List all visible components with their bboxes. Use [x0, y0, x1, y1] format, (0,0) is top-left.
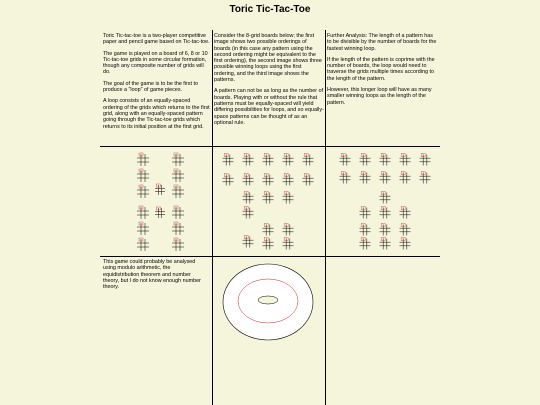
tic-tac-toe-grid	[360, 224, 371, 236]
tic-tac-toe-grid	[137, 238, 149, 251]
tic-tac-toe-grid	[420, 172, 431, 184]
tic-tac-toe-grid	[172, 206, 184, 219]
tic-tac-toe-grid	[303, 174, 314, 186]
tic-tac-toe-grid	[137, 169, 149, 182]
tic-tac-toe-grid	[380, 207, 391, 219]
tic-tac-toe-grid	[172, 222, 184, 235]
tic-tac-toe-grid	[263, 174, 274, 186]
tic-tac-toe-grid	[172, 169, 184, 182]
tic-tac-toe-grid	[223, 154, 234, 166]
tic-tac-toe-grid	[400, 238, 411, 250]
tic-tac-toe-grid	[340, 154, 351, 166]
conclusion-paragraph: This game could probably be analysed using modulo arithmetic, the equidistribution theorem and number theory, but I do not know enough number theory.	[103, 259, 201, 291]
tic-tac-toe-grid	[420, 154, 431, 166]
tic-tac-toe-grid	[137, 206, 149, 219]
tic-tac-toe-grid	[263, 154, 274, 166]
tic-tac-toe-grid	[380, 192, 391, 204]
tic-tac-toe-grid	[360, 154, 371, 166]
analysis-paragraph-1: Further Analysis: The length of a pattern has to be divisible by the number of boards for the fastest winning loop.	[327, 33, 437, 52]
tic-tac-toe-grid	[400, 207, 411, 219]
tic-tac-toe-grid	[360, 207, 371, 219]
tic-tac-toe-grid	[243, 236, 254, 248]
tic-tac-toe-grid	[263, 238, 274, 250]
tic-tac-toe-grid	[243, 192, 254, 204]
tic-tac-toe-grid	[172, 238, 184, 251]
tic-tac-toe-grid	[137, 153, 149, 166]
tic-tac-toe-grid	[380, 224, 391, 236]
tic-tac-toe-grid	[263, 192, 274, 204]
tic-tac-toe-grid	[400, 172, 411, 184]
tic-tac-toe-grid	[400, 224, 411, 236]
tic-tac-toe-grid	[340, 172, 351, 184]
tic-tac-toe-grid	[243, 154, 254, 166]
tic-tac-toe-grid	[283, 192, 294, 204]
intro-paragraph-3: The goal of the game is to be the first to produce a "loop" of game pieces.	[103, 80, 198, 94]
example-paragraph-1: Consider the 8-grid boards below; the first image shows two possible orderings of boards (in this case any pattern using the second ordering might be equivalent to the first ordering), the second image shows three possible winning loops using the first ordering, and the third image shows the patterns.	[214, 33, 322, 84]
tic-tac-toe-grid	[283, 174, 294, 186]
tic-tac-toe-grid	[243, 174, 254, 186]
tic-tac-toe-grid	[172, 153, 184, 166]
tic-tac-toe-grid	[380, 154, 391, 166]
intro-paragraph-2: The game is played on a board of 6, 8 or 10 Tic-tac-toe grids in some circular formation, though any composite number of grids will do.	[103, 50, 208, 76]
intro-paragraph-4: A loop consists of an equally-spaced ordering of the grids which returns to the first grid, along with an equally-spaced pattern going through the Tic-tac-toe grids which returns to its initial position at the first grid.	[103, 98, 210, 130]
tic-tac-toe-grid	[137, 222, 149, 235]
analysis-paragraph-3: However, this longer loop will have as many smaller winning loops as the length of the pattern.	[327, 87, 432, 106]
tic-tac-toe-grid	[400, 154, 411, 166]
tic-tac-toe-grid	[360, 172, 371, 184]
tic-tac-toe-grid	[223, 174, 234, 186]
tic-tac-toe-grid	[283, 154, 294, 166]
tic-tac-toe-grid	[155, 184, 165, 195]
tic-tac-toe-grid	[155, 207, 165, 218]
analysis-paragraph-2: If the length of the pattern is coprime with the number of boards, the loop would need to traverse the grids multiple times according to the length of the pattern.	[327, 56, 435, 82]
tic-tac-toe-grid	[283, 224, 294, 236]
tic-tac-toe-grid	[263, 224, 274, 236]
page-title: Toric Tic-Tac-Toe	[229, 4, 311, 15]
tic-tac-toe-grid	[283, 238, 294, 250]
tic-tac-toe-grid	[360, 238, 371, 250]
tic-tac-toe-grid	[380, 238, 391, 250]
tic-tac-toe-grid	[380, 172, 391, 184]
tic-tac-toe-grid	[303, 154, 314, 166]
example-paragraph-2: A pattern can not be as long as the number of boards. Playing with or without the rule that patterns must be equally-spaced will yield differing possibilities for loops, and so equally-space patterns can be thought of as an optional rule.	[214, 88, 324, 126]
tic-tac-toe-grid	[137, 185, 149, 198]
torus-illustration	[223, 264, 313, 340]
tic-tac-toe-grid	[243, 207, 254, 219]
intro-paragraph-1: Toric Tic-tac-toe is a two-player competitive paper and pencil game based on Tic-tac-toe.	[103, 33, 210, 46]
tic-tac-toe-grid	[172, 185, 184, 198]
